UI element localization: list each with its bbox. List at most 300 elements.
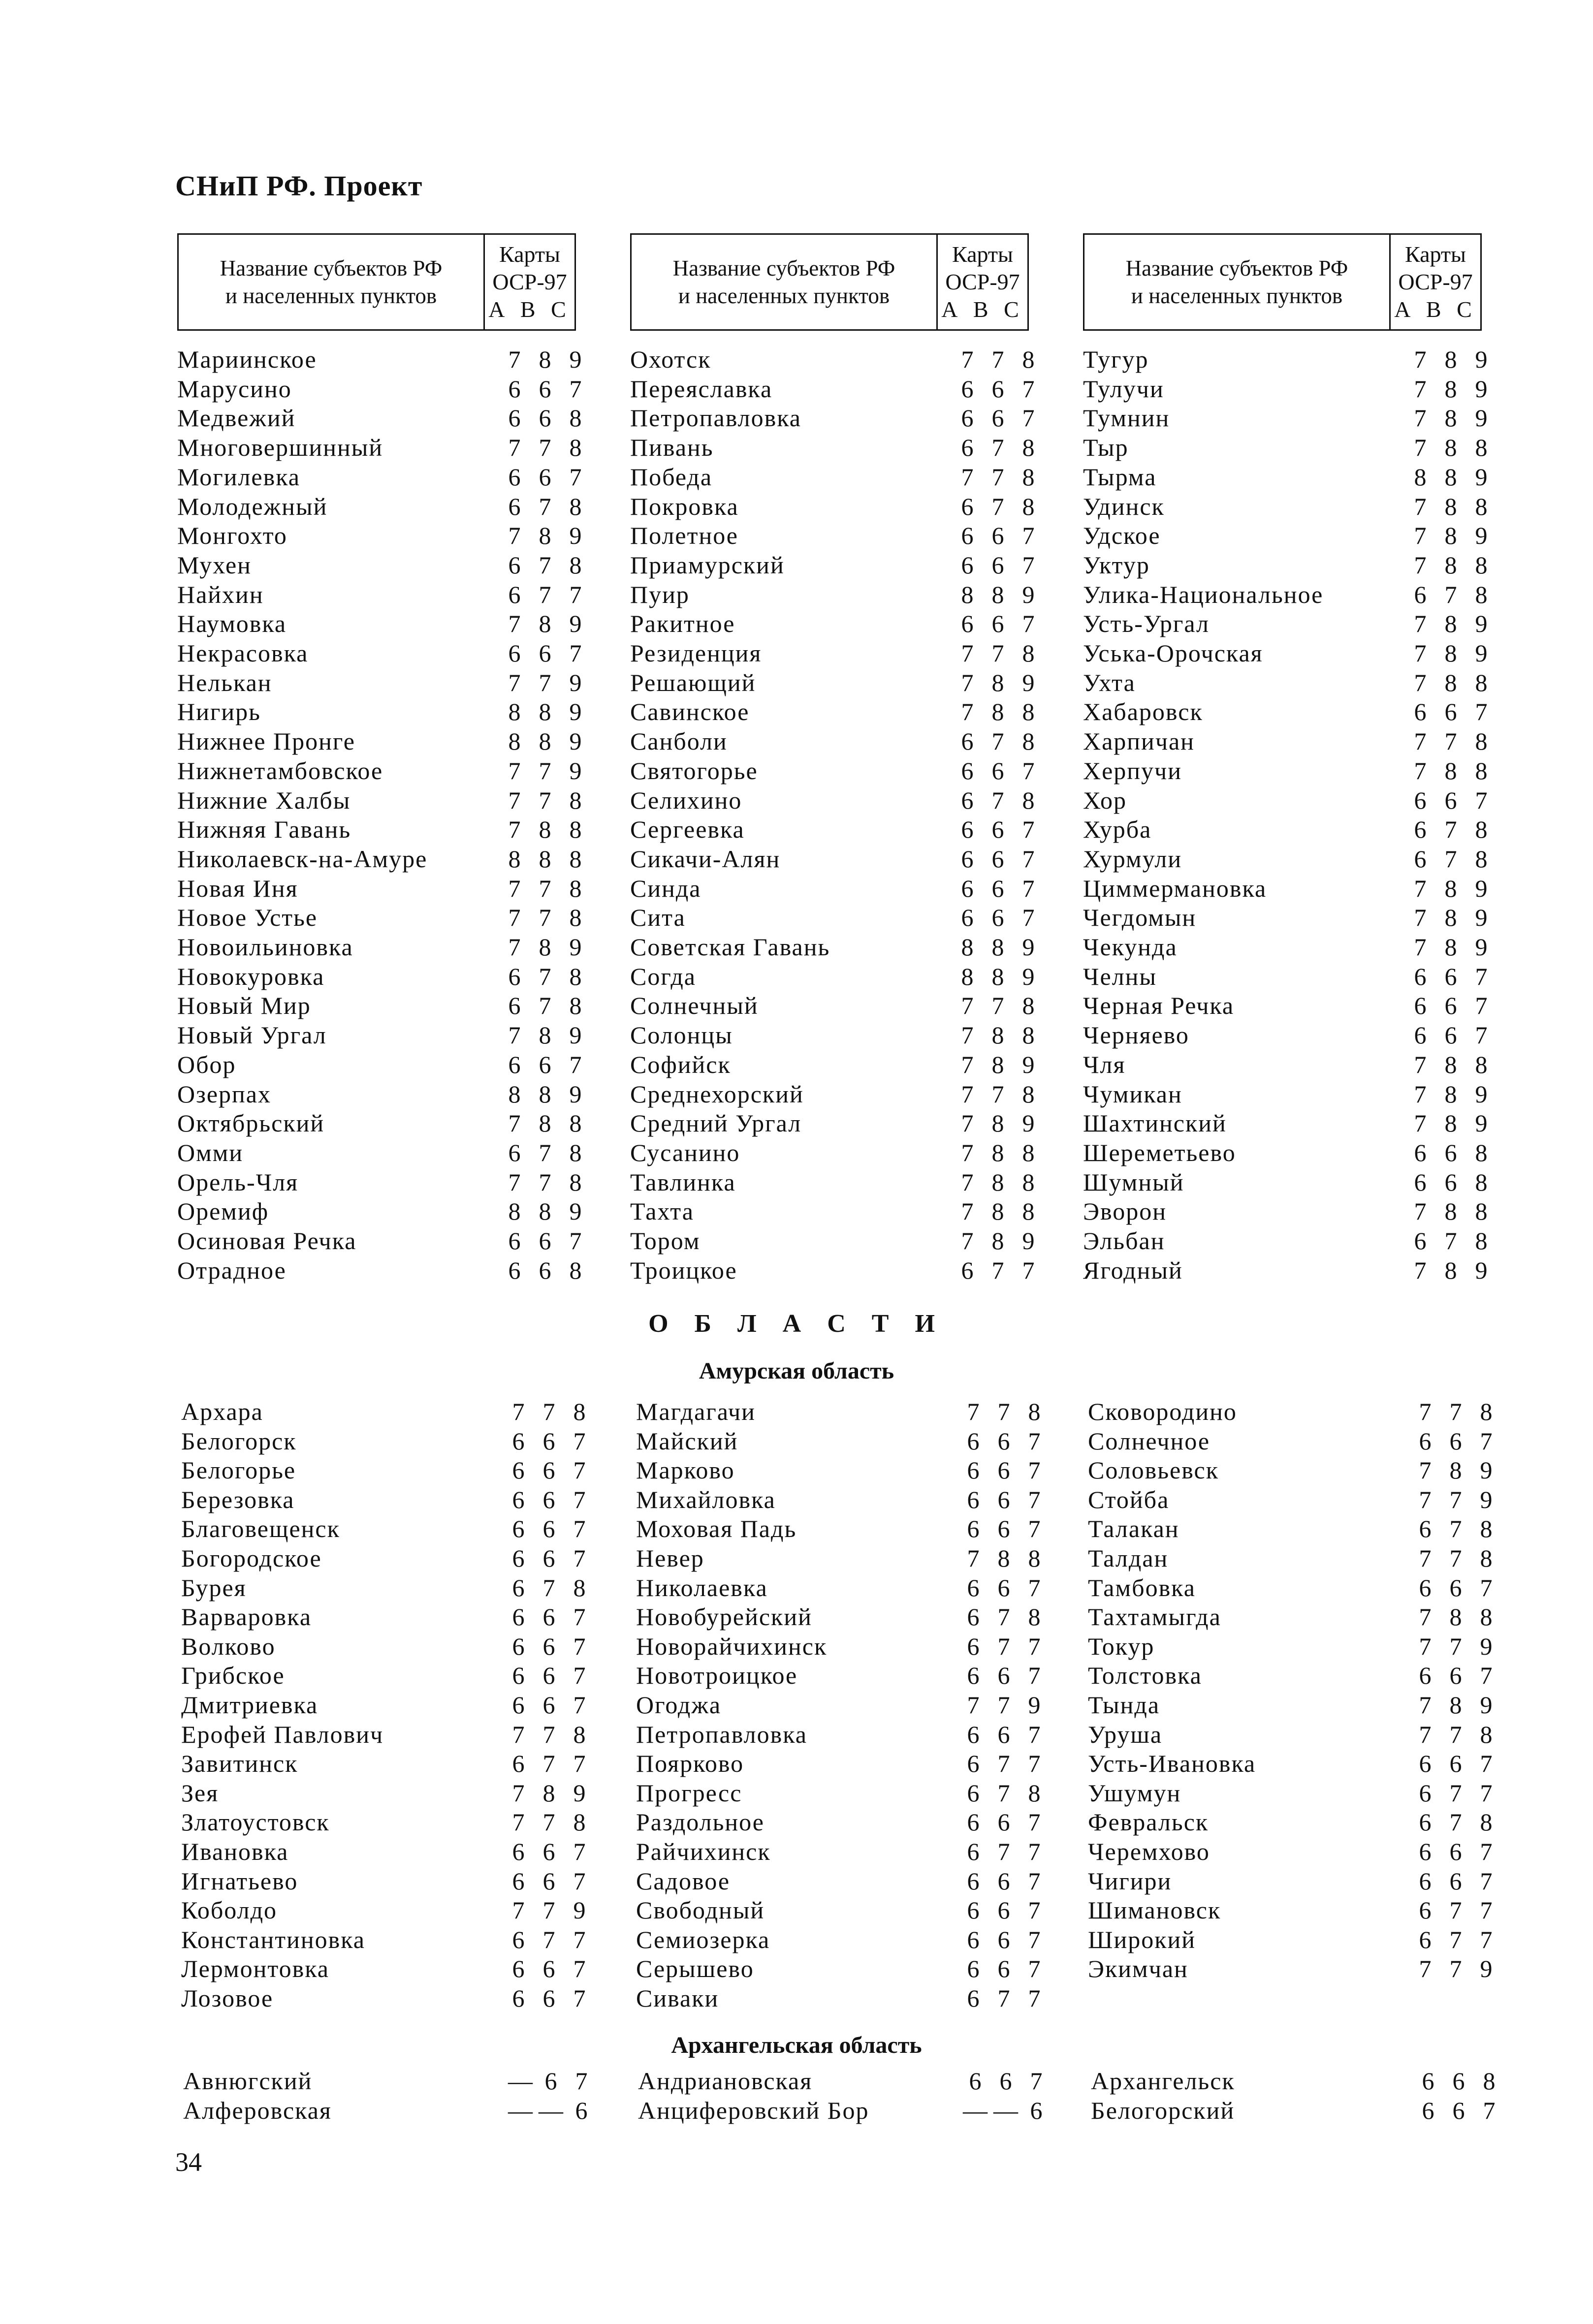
settlement-name: Февральск: [1088, 1808, 1209, 1836]
map-c-value: 8: [1475, 1227, 1488, 1255]
table-row: [1088, 1778, 1501, 1808]
settlement-name: Тулучи: [1083, 375, 1164, 403]
settlement-name: Савинское: [630, 698, 750, 726]
map-c-value: 8: [1483, 2067, 1496, 2095]
settlement-name: Грибское: [181, 1662, 285, 1690]
map-b-value: 8: [539, 845, 551, 873]
map-c-value: 9: [1475, 1109, 1488, 1137]
settlement-name: Отрадное: [177, 1256, 287, 1284]
map-c-value: 9: [573, 1896, 586, 1924]
map-a-value: 6: [512, 1867, 525, 1895]
map-a-value: 6: [1414, 845, 1427, 873]
map-b-value: 7: [997, 1750, 1010, 1778]
map-c-value: 9: [1022, 933, 1035, 961]
table-row: [183, 2066, 597, 2096]
map-c-value: 9: [1480, 1691, 1493, 1719]
settlement-name: Новокуровка: [177, 962, 325, 990]
map-a-value: 6: [508, 639, 521, 667]
map-b-value: 7: [991, 639, 1004, 667]
settlement-name: Многовершинный: [177, 434, 383, 462]
table-row: [1083, 1226, 1497, 1256]
map-a-value: 6: [1414, 786, 1427, 814]
settlement-name: Соловьевск: [1088, 1456, 1219, 1484]
map-a-value: 7: [1414, 874, 1427, 902]
map-b-value: 8: [539, 698, 551, 726]
map-a-value: 6: [1419, 1427, 1432, 1455]
map-c-value: 7: [1028, 1838, 1041, 1865]
table-row: [1088, 1632, 1501, 1661]
table-row: [1083, 932, 1497, 962]
table-row: [181, 1925, 595, 1954]
settlement-name: Благовещенск: [181, 1515, 340, 1543]
header-maps-cell: [938, 235, 1027, 329]
settlement-name: Ивановка: [181, 1838, 289, 1865]
map-c-value: 8: [1475, 492, 1488, 520]
settlement-name: Тавлинка: [630, 1168, 736, 1196]
map-b-value: 6: [542, 1456, 555, 1484]
settlement-name: Шумный: [1083, 1168, 1184, 1196]
header-maps-label: Карты: [499, 242, 560, 267]
map-c-value: 7: [1028, 1896, 1041, 1924]
map-b-value: 7: [1444, 727, 1457, 755]
settlement-name: Петропавловка: [636, 1720, 807, 1748]
table-header-col2: [630, 233, 1029, 331]
map-a-value: 6: [512, 1515, 525, 1543]
table-row: [1088, 1397, 1501, 1426]
map-b-value: 6: [991, 904, 1004, 932]
table-row: [181, 1426, 595, 1456]
map-a-value: 6: [1419, 1925, 1432, 1953]
map-c-value: 8: [569, 1109, 582, 1137]
table-row: [638, 2096, 1051, 2125]
settlement-name: Ракитное: [630, 610, 735, 638]
map-a-value: 7: [508, 1021, 521, 1049]
map-b-value: 7: [539, 962, 551, 990]
table-row: [1083, 521, 1497, 550]
map-a-value: 6: [961, 375, 974, 403]
settlement-name: Переяславка: [630, 375, 773, 403]
settlement-name: Сиваки: [636, 1984, 719, 2012]
table-row: [177, 1079, 591, 1109]
settlement-name: Черняево: [1083, 1021, 1189, 1049]
map-b-value: 8: [1449, 1691, 1462, 1719]
settlement-name: Лермонтовка: [181, 1955, 329, 1983]
map-a-value: 7: [508, 816, 521, 844]
amur-region-heading: Амурская область: [699, 1358, 894, 1384]
table-row: [1088, 1720, 1501, 1749]
map-b-value: 7: [1449, 1398, 1462, 1425]
map-c-value: 7: [575, 2067, 588, 2095]
map-a-value: 7: [508, 874, 521, 902]
map-b-value: 6: [1444, 992, 1457, 1020]
settlement-name: Тырма: [1083, 463, 1157, 491]
map-c-value: 8: [1022, 992, 1035, 1020]
map-a-value: 7: [1419, 1720, 1432, 1748]
map-b-value: 6: [1449, 1573, 1462, 1602]
map-c-value: 8: [569, 404, 582, 432]
settlement-name: Октябрьский: [177, 1109, 325, 1137]
table-row: [181, 1749, 595, 1778]
table-row: [1088, 1837, 1501, 1866]
map-b-value: 8: [1444, 610, 1457, 638]
map-a-value: 7: [961, 1168, 974, 1196]
settlement-name: Чигири: [1088, 1867, 1172, 1895]
map-b-value: 8: [1444, 404, 1457, 432]
settlement-name: Сковородино: [1088, 1398, 1237, 1425]
map-b-value: 8: [1449, 1456, 1462, 1484]
map-b-value: 7: [991, 434, 1004, 462]
map-a-value: 8: [1414, 463, 1427, 491]
settlement-name: Циммермановка: [1083, 874, 1267, 902]
settlement-name: Хабаровск: [1083, 698, 1203, 726]
map-c-value: 8: [1475, 1197, 1488, 1225]
settlement-name: Хурба: [1083, 816, 1152, 844]
map-c-value: 7: [1480, 1573, 1493, 1602]
map-a-value: 6: [512, 1955, 525, 1983]
table-row: [177, 345, 591, 374]
map-b-value: 7: [1444, 580, 1457, 608]
map-a-value: 7: [1414, 1080, 1427, 1108]
table-row: [177, 932, 591, 962]
table-row: [1083, 1256, 1497, 1285]
map-b-value: 6: [997, 1456, 1010, 1484]
map-a-value: 8: [508, 698, 521, 726]
header-maps-abc: А В С: [1394, 297, 1477, 322]
map-b-value: 7: [539, 551, 551, 579]
map-b-value: 7: [991, 463, 1004, 491]
map-a-value: 6: [961, 756, 974, 785]
table-row: [630, 1108, 1044, 1138]
table-row: [177, 609, 591, 638]
settlement-name: Осиновая Речка: [177, 1227, 357, 1255]
map-a-value: 6: [1414, 1021, 1427, 1049]
table-row: [630, 903, 1044, 932]
map-c-value: 7: [1475, 1021, 1488, 1049]
map-c-value: 7: [1028, 1925, 1041, 1953]
map-b-value: 6: [539, 375, 551, 403]
map-c-value: 9: [1022, 1227, 1035, 1255]
map-c-value: 8: [1022, 698, 1035, 726]
settlement-name: Солнечный: [630, 992, 759, 1020]
header-maps-abc: А В С: [941, 297, 1024, 322]
map-c-value: 8: [1022, 1168, 1035, 1196]
table-row: [1083, 1196, 1497, 1226]
map-c-value: 7: [1022, 375, 1035, 403]
settlement-name: Волково: [181, 1632, 276, 1660]
table-row: [630, 932, 1044, 962]
map-b-value: 6: [542, 1662, 555, 1690]
settlement-name: Херпучи: [1083, 756, 1182, 785]
map-c-value: 8: [1022, 463, 1035, 491]
map-a-value: 7: [1414, 522, 1427, 550]
map-a-value: 6: [508, 992, 521, 1020]
table-row: [1083, 815, 1497, 844]
settlement-name: Покровка: [630, 492, 739, 520]
map-b-value: 8: [1444, 345, 1457, 373]
map-c-value: 9: [1475, 463, 1488, 491]
map-b-value: 7: [539, 1168, 551, 1196]
map-a-value: 6: [1419, 1867, 1432, 1895]
map-a-value: 6: [961, 522, 974, 550]
table-row: [1088, 1690, 1501, 1720]
map-c-value: 7: [1028, 1984, 1041, 2012]
map-a-value: 6: [512, 1750, 525, 1778]
table-row: [181, 1720, 595, 1749]
settlement-name: Завитинск: [181, 1750, 298, 1778]
table-row: [177, 638, 591, 668]
map-c-value: 8: [1475, 1050, 1488, 1078]
table-row: [630, 1196, 1044, 1226]
table-row: [1083, 550, 1497, 580]
table-row: [630, 1050, 1044, 1079]
table-row: [177, 1108, 591, 1138]
map-b-value: 6: [542, 1691, 555, 1719]
map-c-value: 9: [569, 1021, 582, 1049]
map-b-value: 8: [1444, 904, 1457, 932]
map-c-value: 7: [573, 1456, 586, 1484]
table-row: [1088, 1426, 1501, 1456]
map-b-value: 6: [991, 551, 1004, 579]
settlement-name: Санболи: [630, 727, 728, 755]
table-row: [636, 1397, 1050, 1426]
table-row: [181, 1485, 595, 1514]
map-b-value: 7: [542, 1808, 555, 1836]
settlement-name: Новое Устье: [177, 904, 318, 932]
map-b-value: 7: [991, 727, 1004, 755]
header-name-cell: [179, 235, 485, 329]
table-row: [177, 1138, 591, 1167]
table-row: [636, 1720, 1050, 1749]
table-header-col3: [1083, 233, 1482, 331]
map-c-value: 7: [569, 1050, 582, 1078]
map-b-value: 6: [1444, 1138, 1457, 1166]
map-a-value: 6: [967, 1720, 980, 1748]
settlement-name: Ушумун: [1088, 1779, 1181, 1807]
map-c-value: 7: [573, 1632, 586, 1660]
table-row: [636, 1632, 1050, 1661]
table-row: [630, 815, 1044, 844]
settlement-name: Нижнее Пронге: [177, 727, 355, 755]
map-b-value: 7: [539, 492, 551, 520]
map-c-value: 8: [573, 1720, 586, 1748]
map-c-value: 7: [573, 1955, 586, 1983]
table-row: [181, 1778, 595, 1808]
map-a-value: 6: [1419, 1750, 1432, 1778]
map-c-value: 7: [1028, 1662, 1041, 1690]
map-a-value: 6: [961, 492, 974, 520]
map-a-value: 7: [508, 786, 521, 814]
map-c-value: 9: [569, 698, 582, 726]
map-a-value: 7: [961, 1021, 974, 1049]
map-a-value: 6: [1419, 1896, 1432, 1924]
map-a-value: 7: [1419, 1485, 1432, 1513]
map-b-value: 8: [991, 933, 1004, 961]
settlement-name: Новый Мир: [177, 992, 311, 1020]
map-c-value: 9: [569, 727, 582, 755]
table-row: [1083, 726, 1497, 756]
map-c-value: 7: [573, 1603, 586, 1631]
map-a-value: 7: [961, 698, 974, 726]
table-row: [636, 1778, 1050, 1808]
map-c-value: 9: [1022, 962, 1035, 990]
map-b-value: 6: [1449, 1662, 1462, 1690]
settlement-name: Орель-Чля: [177, 1168, 299, 1196]
map-b-value: 6: [997, 1720, 1010, 1748]
map-c-value: 7: [1028, 1750, 1041, 1778]
map-a-value: 6: [1419, 1573, 1432, 1602]
map-c-value: 8: [1022, 727, 1035, 755]
settlement-name: Новотроицкое: [636, 1662, 798, 1690]
map-c-value: 9: [1475, 610, 1488, 638]
settlement-name: Пивань: [630, 434, 714, 462]
header-maps-code: ОСР-97: [1398, 269, 1473, 294]
map-b-value: 8: [1444, 874, 1457, 902]
table-row: [1088, 1925, 1501, 1954]
map-a-value: —: [508, 2067, 533, 2095]
table-row: [630, 962, 1044, 991]
map-a-value: 7: [1419, 1955, 1432, 1983]
map-c-value: 8: [1475, 1138, 1488, 1166]
settlement-name: Чля: [1083, 1050, 1126, 1078]
settlement-name: Огоджа: [636, 1691, 722, 1719]
map-c-value: 7: [573, 1984, 586, 2012]
map-a-value: 6: [1422, 2097, 1434, 2124]
map-a-value: —: [963, 2097, 988, 2124]
map-b-value: 7: [1444, 845, 1457, 873]
map-b-value: 6: [999, 2067, 1012, 2095]
header-maps-label: Карты: [952, 242, 1013, 267]
map-c-value: 7: [1480, 1867, 1493, 1895]
map-a-value: 6: [961, 404, 974, 432]
settlement-name: Березовка: [181, 1485, 295, 1513]
map-c-value: 7: [1480, 1750, 1493, 1778]
settlement-name: Белогорье: [181, 1456, 296, 1484]
map-a-value: 6: [967, 1838, 980, 1865]
map-a-value: 7: [508, 904, 521, 932]
settlement-name: Новорайчихинск: [636, 1632, 828, 1660]
map-c-value: 8: [1022, 786, 1035, 814]
map-c-value: 7: [1028, 1632, 1041, 1660]
map-c-value: 7: [1022, 816, 1035, 844]
settlement-name: Улика-Национальное: [1083, 580, 1324, 608]
map-b-value: —: [539, 2097, 563, 2124]
regions-heading: О Б Л А С Т И: [648, 1310, 945, 1338]
table-row: [177, 1050, 591, 1079]
map-c-value: 7: [573, 1662, 586, 1690]
table-row: [630, 403, 1044, 433]
map-c-value: 8: [573, 1573, 586, 1602]
map-c-value: 9: [569, 522, 582, 550]
map-c-value: 7: [1475, 698, 1488, 726]
settlement-name: Лозовое: [181, 1984, 274, 2012]
settlement-name: Моховая Падь: [636, 1515, 797, 1543]
settlement-name: Зея: [181, 1779, 219, 1807]
map-a-value: 6: [967, 1603, 980, 1631]
map-a-value: 6: [512, 1662, 525, 1690]
map-a-value: 7: [961, 1109, 974, 1137]
settlement-name: Широкий: [1088, 1925, 1196, 1953]
settlement-name: Удское: [1083, 522, 1161, 550]
table-row: [177, 962, 591, 991]
table-row: [1083, 874, 1497, 903]
table-row: [1083, 1020, 1497, 1050]
map-b-value: 8: [991, 1050, 1004, 1078]
map-c-value: 7: [573, 1485, 586, 1513]
settlement-name: Мухен: [177, 551, 252, 579]
table-row: [1083, 462, 1497, 492]
settlement-name: Тыр: [1083, 434, 1129, 462]
table-row: [630, 462, 1044, 492]
table-row: [636, 1602, 1050, 1632]
map-c-value: 9: [1022, 668, 1035, 696]
map-c-value: 8: [573, 1398, 586, 1425]
settlement-name: Поярково: [636, 1750, 744, 1778]
settlement-name: Хурмули: [1083, 845, 1182, 873]
settlement-name: Согда: [630, 962, 696, 990]
map-b-value: 8: [539, 1197, 551, 1225]
header-name-label-2: и населенных пунктов: [678, 283, 890, 308]
table-row: [1083, 609, 1497, 638]
map-a-value: 6: [961, 551, 974, 579]
map-a-value: 6: [961, 845, 974, 873]
table-row: [177, 726, 591, 756]
map-b-value: 6: [544, 2067, 557, 2095]
map-b-value: 6: [1449, 1427, 1462, 1455]
settlement-name: Белогорский: [1091, 2097, 1235, 2124]
map-b-value: 7: [991, 1256, 1004, 1284]
map-b-value: 6: [1449, 1750, 1462, 1778]
map-c-value: 7: [1028, 1955, 1041, 1983]
settlement-name: Нелькан: [177, 668, 272, 696]
map-a-value: 7: [1414, 434, 1427, 462]
map-b-value: 8: [1444, 375, 1457, 403]
map-b-value: 8: [539, 610, 551, 638]
map-c-value: 7: [1022, 1256, 1035, 1284]
table-row: [1083, 697, 1497, 726]
table-row: [630, 550, 1044, 580]
map-a-value: 7: [1414, 1197, 1427, 1225]
settlement-name: Дмитриевка: [181, 1691, 319, 1719]
settlement-name: Ягодный: [1083, 1256, 1183, 1284]
map-b-value: 7: [1444, 1227, 1457, 1255]
table-row: [181, 1632, 595, 1661]
map-c-value: 8: [1475, 668, 1488, 696]
map-c-value: 9: [569, 668, 582, 696]
table-row: [1083, 785, 1497, 815]
map-c-value: 7: [1028, 1456, 1041, 1484]
settlement-name: Невер: [636, 1544, 704, 1572]
map-b-value: 7: [1449, 1515, 1462, 1543]
map-c-value: 9: [569, 1080, 582, 1108]
map-a-value: 6: [969, 2067, 982, 2095]
map-a-value: 6: [508, 1050, 521, 1078]
map-b-value: 6: [1444, 698, 1457, 726]
header-name-cell: [1084, 235, 1391, 329]
map-b-value: 6: [991, 816, 1004, 844]
page-title: СНиП РФ. Проект: [175, 170, 423, 202]
map-b-value: 7: [1449, 1720, 1462, 1748]
map-a-value: 7: [961, 1138, 974, 1166]
map-c-value: 9: [1022, 1050, 1035, 1078]
map-a-value: 7: [1419, 1398, 1432, 1425]
map-a-value: 6: [1414, 580, 1427, 608]
table-header-col1: [177, 233, 576, 331]
map-b-value: —: [993, 2097, 1018, 2124]
settlement-name: Ерофей Павлович: [181, 1720, 384, 1748]
map-a-value: 6: [967, 1867, 980, 1895]
table-row: [181, 1514, 595, 1543]
map-a-value: 8: [961, 580, 974, 608]
